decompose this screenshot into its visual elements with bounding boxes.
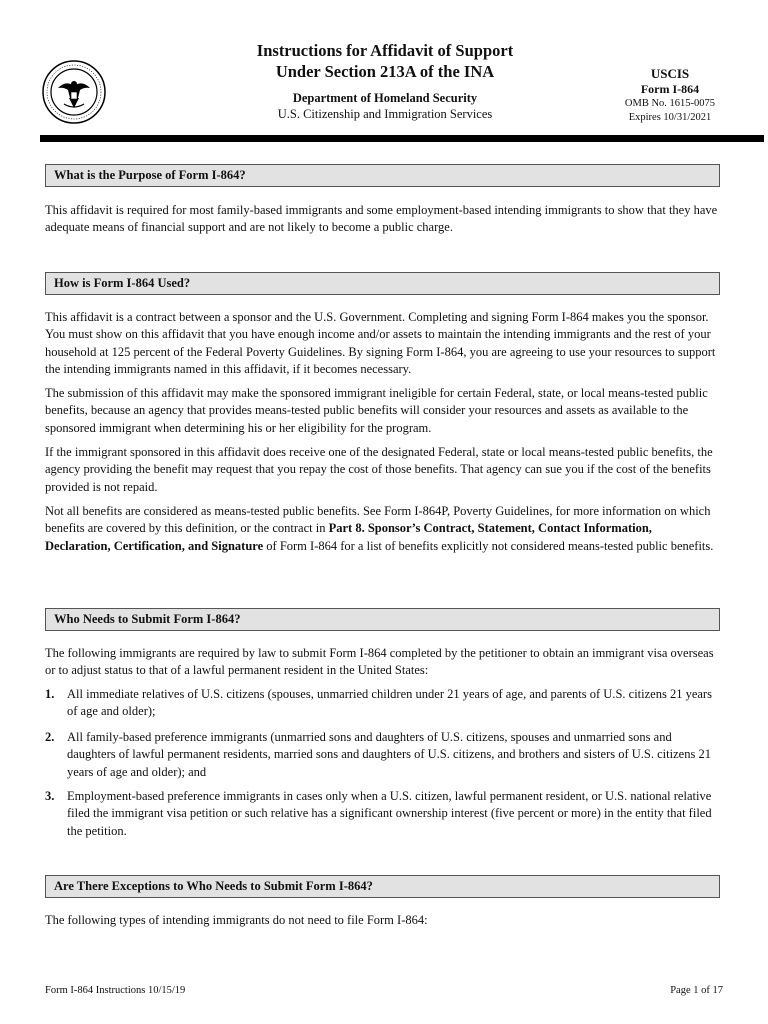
list-item [45,729,720,781]
agency-name: U.S. Citizenship and Immigration Services [277,107,493,121]
department-name: Department of Homeland Security [292,91,478,105]
form-identification [610,66,730,125]
list-item-number: 2. [45,730,55,744]
section-heading-who-needs: Who Needs to Submit Form I-864? [45,608,720,631]
list-item-number: 3. [45,789,55,803]
section-heading-how-used: How is Form I-864 Used? [45,272,720,295]
how-used-paragraph-4 [45,503,720,555]
how-used-paragraph-3: If the immigrant sponsored in this affidavit does receive one of the designated Federal, state or local means-tested public benefits, the agency providing the benefit may request that you repay the cost of those benefits. That agency can sue you if the cost of the benefits provided is not repaid. [45,445,713,494]
list-item [45,788,720,840]
how-used-paragraph-2: The submission of this affidavit may make the sponsored immigrant ineligible for certain Federal, state, or local means-tested public benefits, because an agency that provides means-tested public benefits will consider your resources and assets as available to the sponsored immigrant when determining his or her eligibility for the program. [45,386,708,435]
list-item [45,686,720,721]
header-divider [40,135,764,142]
list-item-text: All immediate relatives of U.S. citizens (spouses, unmarried children under 21 years of age, and parents of U.S. citizens 21 years of age and older); [67,687,712,719]
omb-number: OMB No. 1615-0075 [624,98,716,109]
document-title-block [200,40,570,122]
document-title-line-1: Instructions for Affidavit of Support [256,41,514,60]
form-number: Form I-864 [640,82,700,96]
how-used-p4-end: of Form I-864 for a list of benefits explicitly not considered means-tested public benefits. [263,538,714,553]
section-heading-purpose: What is the Purpose of Form I-864? [45,164,720,187]
who-needs-intro: The following immigrants are required by law to submit Form I-864 completed by the petitioner to obtain an immigrant visa overseas or to adjust status to that of a lawful permanent resident in the United States: [45,646,714,678]
list-item-text: Employment-based preference immigrants in cases only when a U.S. citizen, lawful permanent resident, or U.S. national relative filed the immigrant visa petition or such relative has a significant ownership interest (five percent or more) in the entity that filed the petition. [67,789,712,838]
footer-form-edition: Form I-864 Instructions 10/15/19 [45,985,186,996]
how-used-paragraph-1: This affidavit is a contract between a sponsor and the U.S. Government. Completing and signing Form I-864 makes you the sponsor. You must show on this affidavit that you have enough income and/or assets to maintain the intending immigrants and the rest of your household at 125 percent of the Federal Poverty Guidelines. By signing Form I-864, you are agreeing to use your resources to support the intending immigrants named in this affidavit, if it becomes necessary. [45,310,716,376]
how-used-p4-start: Not all benefits are considered as means-tested public benefits. See Form I-864P, Poverty Guidelines, for more information on which benefits are covered by this definition, or the contract in [45,504,711,536]
section-heading-exceptions: Are There Exceptions to Who Needs to Submit Form I-864? [45,875,720,898]
uscis-label: USCIS [650,66,690,81]
how-used-p4-bold: Part 8. Sponsor’s Contract, Statement, Contact Information, Declaration, Certification, and Signature [45,521,652,553]
dhs-seal-icon [42,60,106,124]
purpose-paragraph: This affidavit is required for most family-based immigrants and some employment-based intending immigrants to show that they have adequate means of financial support and are not likely to become a public charge. [45,203,718,235]
footer-page-number: Page 1 of 17 [670,985,723,996]
expiration-date: Expires 10/31/2021 [628,112,712,123]
list-item-number: 1. [45,687,55,701]
list-item-text: All family-based preference immigrants (unmarried sons and daughters of U.S. citizens, spouses and unmarried sons and daughters of lawful permanent residents, married sons and daughters of U.S. citizens, and brothers and sisters of U.S. citizens 21 years of age and older); and [67,730,711,779]
exceptions-intro: The following types of intending immigrants do not need to file Form I-864: [45,913,428,927]
document-title-line-2: Under Section 213A of the INA [275,62,495,81]
